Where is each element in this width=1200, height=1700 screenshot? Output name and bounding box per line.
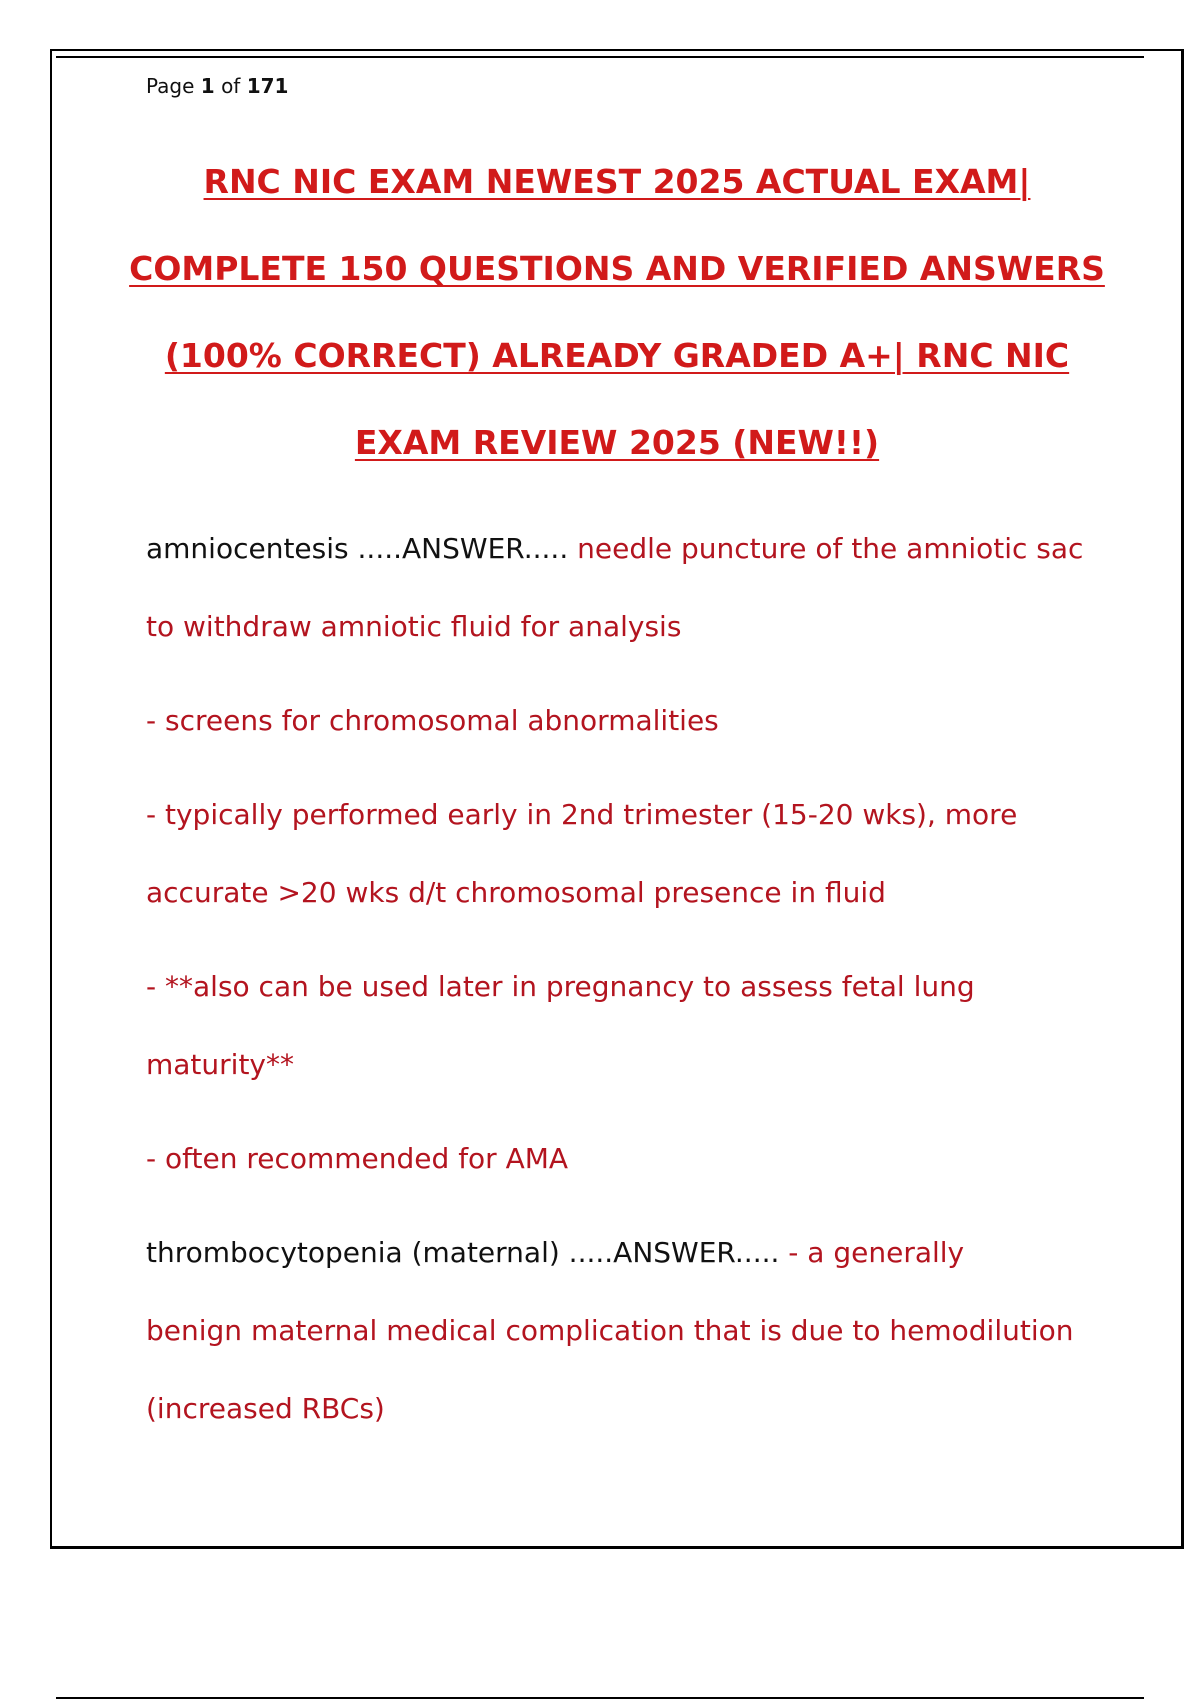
- answer-line: - often recommended for AMA: [146, 1142, 569, 1175]
- answer-line: maturity**: [146, 1048, 294, 1081]
- answer-text: - a generally: [788, 1236, 965, 1269]
- answer-line: (increased RBCs): [146, 1392, 385, 1425]
- question-term: amniocentesis .....ANSWER.....: [146, 532, 569, 565]
- title-line-3: (100% CORRECT) ALREADY GRADED A+| RNC NIC: [164, 336, 1070, 375]
- page-of: of: [221, 74, 241, 98]
- qa-question-line: [146, 1214, 1106, 1292]
- page-total: 171: [246, 74, 289, 98]
- top-rule: [56, 56, 1144, 58]
- answer-line: - **also can be used later in pregnancy to assess fetal lung: [146, 970, 975, 1003]
- page-number: [146, 74, 288, 98]
- answer-line: to withdraw amniotic fluid for analysis: [146, 610, 682, 643]
- page-label: Page: [146, 74, 195, 98]
- qa-content: [146, 510, 1106, 1448]
- answer-text: needle puncture of the amniotic sac: [577, 532, 1084, 565]
- document-title: [50, 138, 1184, 486]
- question-term: thrombocytopenia (maternal) .....ANSWER.....: [146, 1236, 780, 1269]
- qa-question-line: [146, 510, 1106, 588]
- title-line-2: COMPLETE 150 QUESTIONS AND VERIFIED ANSWERS: [129, 249, 1105, 288]
- answer-line: - typically performed early in 2nd trimester (15-20 wks), more: [146, 798, 1018, 831]
- bottom-rule: [56, 1697, 1144, 1699]
- title-line-4: EXAM REVIEW 2025 (NEW!!): [354, 423, 880, 462]
- answer-line: benign maternal medical complication that is due to hemodilution: [146, 1314, 1074, 1347]
- title-line-1: RNC NIC EXAM NEWEST 2025 ACTUAL EXAM|: [203, 162, 1031, 201]
- answer-line: - screens for chromosomal abnormalities: [146, 704, 719, 737]
- answer-line: accurate >20 wks d/t chromosomal presence in fluid: [146, 876, 886, 909]
- page-current: 1: [200, 74, 215, 98]
